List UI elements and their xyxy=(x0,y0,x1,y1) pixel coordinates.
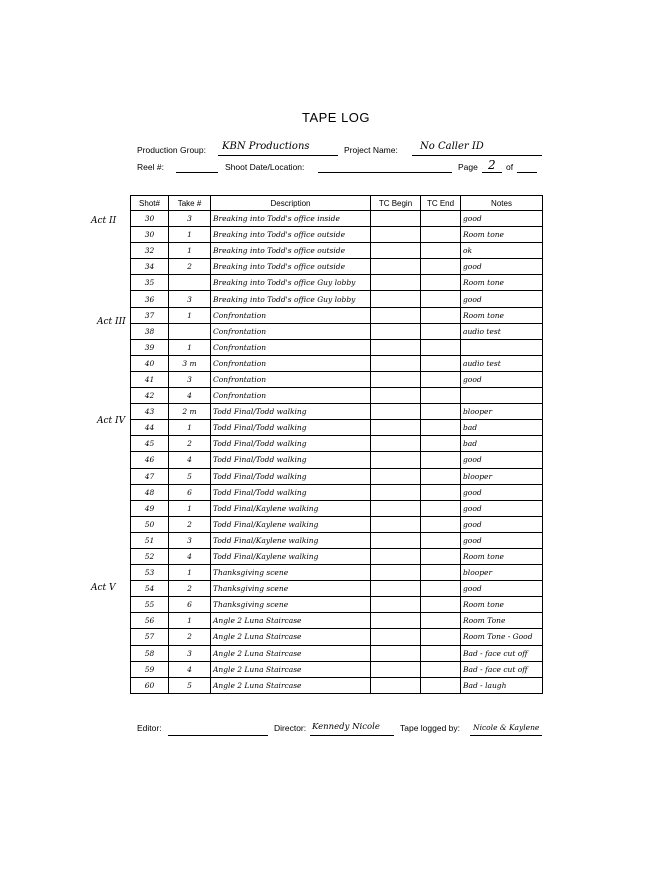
reel-label: Reel #: xyxy=(137,162,164,172)
notes-cell: Bad - laugh xyxy=(461,677,543,693)
notes-cell: blooper xyxy=(461,565,543,581)
shot-cell: 54 xyxy=(131,581,169,597)
tc-begin-cell xyxy=(371,227,421,243)
notes-cell: Room tone xyxy=(461,275,543,291)
notes-cell: Room tone xyxy=(461,597,543,613)
table-row xyxy=(131,500,543,516)
shot-cell: 41 xyxy=(131,371,169,387)
tc-begin-cell xyxy=(371,436,421,452)
take-cell: 6 xyxy=(169,597,211,613)
shot-cell: 32 xyxy=(131,243,169,259)
description-cell: Angle 2 Luna Staircase xyxy=(211,629,371,645)
description-cell: Confrontation xyxy=(211,371,371,387)
notes-cell: ok xyxy=(461,243,543,259)
tc-end-cell xyxy=(421,339,461,355)
shot-cell: 52 xyxy=(131,548,169,564)
shot-cell: 56 xyxy=(131,613,169,629)
table-row xyxy=(131,243,543,259)
act-marker: Act III xyxy=(97,317,126,327)
tc-begin-cell xyxy=(371,500,421,516)
description-cell: Thanksgiving scene xyxy=(211,581,371,597)
description-cell: Angle 2 Luna Staircase xyxy=(211,613,371,629)
page-title: TAPE LOG xyxy=(301,110,371,125)
take-cell: 3 m xyxy=(169,355,211,371)
take-cell: 2 xyxy=(169,259,211,275)
tc-begin-cell xyxy=(371,629,421,645)
shoot-line xyxy=(318,172,452,173)
description-cell: Breaking into Todd's office Guy lobby xyxy=(211,291,371,307)
take-cell: 3 xyxy=(169,291,211,307)
table-row xyxy=(131,259,543,275)
table-body xyxy=(131,211,543,694)
description-cell: Breaking into Todd's office outside xyxy=(211,227,371,243)
take-cell: 5 xyxy=(169,677,211,693)
director-line xyxy=(310,735,394,736)
table-row xyxy=(131,677,543,693)
tc-begin-cell xyxy=(371,468,421,484)
table-row xyxy=(131,404,543,420)
description-cell: Confrontation xyxy=(211,307,371,323)
take-cell: 1 xyxy=(169,243,211,259)
page-number-line xyxy=(482,172,502,173)
description-cell: Angle 2 Luna Staircase xyxy=(211,661,371,677)
tc-begin-cell xyxy=(371,243,421,259)
column-header-notes: Notes xyxy=(461,196,543,211)
column-header-take: Take # xyxy=(169,196,211,211)
tc-begin-cell xyxy=(371,355,421,371)
tc-begin-cell xyxy=(371,452,421,468)
take-cell: 1 xyxy=(169,613,211,629)
notes-cell: good xyxy=(461,532,543,548)
take-cell: 2 m xyxy=(169,404,211,420)
take-cell: 1 xyxy=(169,420,211,436)
shot-cell: 60 xyxy=(131,677,169,693)
table-row xyxy=(131,613,543,629)
shot-cell: 49 xyxy=(131,500,169,516)
table-row xyxy=(131,275,543,291)
logged-by-line xyxy=(470,735,542,736)
table-row xyxy=(131,291,543,307)
tc-begin-cell xyxy=(371,211,421,227)
description-cell: Todd Final/Kaylene walking xyxy=(211,548,371,564)
description-cell: Thanksgiving scene xyxy=(211,565,371,581)
shot-cell: 59 xyxy=(131,661,169,677)
production-group-label: Production Group: xyxy=(137,145,206,155)
take-cell: 2 xyxy=(169,581,211,597)
description-cell: Breaking into Todd's office outside xyxy=(211,259,371,275)
page-total-line xyxy=(517,172,537,173)
table-row xyxy=(131,645,543,661)
take-cell: 3 xyxy=(169,645,211,661)
description-cell: Confrontation xyxy=(211,323,371,339)
take-cell: 2 xyxy=(169,629,211,645)
take-cell: 1 xyxy=(169,307,211,323)
column-header-tc-begin: TC Begin xyxy=(371,196,421,211)
notes-cell: Room Tone xyxy=(461,613,543,629)
tc-end-cell xyxy=(421,484,461,500)
description-cell: Todd Final/Todd walking xyxy=(211,420,371,436)
description-cell: Breaking into Todd's office Guy lobby xyxy=(211,275,371,291)
tc-begin-cell xyxy=(371,307,421,323)
table-row xyxy=(131,661,543,677)
description-cell: Todd Final/Kaylene walking xyxy=(211,516,371,532)
shot-cell: 43 xyxy=(131,404,169,420)
shot-cell: 53 xyxy=(131,565,169,581)
tc-end-cell xyxy=(421,323,461,339)
notes-cell: good xyxy=(461,371,543,387)
description-cell: Todd Final/Todd walking xyxy=(211,452,371,468)
tc-begin-cell xyxy=(371,404,421,420)
tc-begin-cell xyxy=(371,581,421,597)
notes-cell: Bad - face cut off xyxy=(461,661,543,677)
tc-begin-cell xyxy=(371,677,421,693)
tc-end-cell xyxy=(421,211,461,227)
editor-label: Editor: xyxy=(137,723,162,733)
tc-begin-cell xyxy=(371,516,421,532)
take-cell xyxy=(169,275,211,291)
tc-begin-cell xyxy=(371,259,421,275)
tc-begin-cell xyxy=(371,613,421,629)
shot-cell: 48 xyxy=(131,484,169,500)
tc-end-cell xyxy=(421,597,461,613)
column-header-description: Description xyxy=(211,196,371,211)
logged-by-label: Tape logged by: xyxy=(400,723,461,733)
table-row xyxy=(131,371,543,387)
notes-cell: blooper xyxy=(461,468,543,484)
shot-cell: 58 xyxy=(131,645,169,661)
tc-begin-cell xyxy=(371,291,421,307)
notes-cell: good xyxy=(461,211,543,227)
tc-end-cell xyxy=(421,227,461,243)
notes-cell: audio test xyxy=(461,355,543,371)
description-cell: Breaking into Todd's office inside xyxy=(211,211,371,227)
tc-end-cell xyxy=(421,565,461,581)
project-name-value: No Caller ID xyxy=(420,141,484,152)
notes-cell: audio test xyxy=(461,323,543,339)
shot-cell: 40 xyxy=(131,355,169,371)
description-cell: Confrontation xyxy=(211,388,371,404)
shot-cell: 44 xyxy=(131,420,169,436)
shot-cell: 42 xyxy=(131,388,169,404)
table-row xyxy=(131,581,543,597)
director-label: Director: xyxy=(274,723,307,733)
tc-end-cell xyxy=(421,645,461,661)
take-cell: 1 xyxy=(169,565,211,581)
project-name-label: Project Name: xyxy=(344,145,398,155)
notes-cell xyxy=(461,388,543,404)
shot-cell: 55 xyxy=(131,597,169,613)
tc-begin-cell xyxy=(371,565,421,581)
take-cell: 2 xyxy=(169,436,211,452)
shot-cell: 39 xyxy=(131,339,169,355)
tc-end-cell xyxy=(421,371,461,387)
take-cell: 3 xyxy=(169,211,211,227)
description-cell: Angle 2 Luna Staircase xyxy=(211,645,371,661)
table-row xyxy=(131,227,543,243)
tc-end-cell xyxy=(421,629,461,645)
notes-cell: good xyxy=(461,581,543,597)
tc-begin-cell xyxy=(371,532,421,548)
table-row xyxy=(131,532,543,548)
table-row xyxy=(131,516,543,532)
shot-cell: 57 xyxy=(131,629,169,645)
table-row xyxy=(131,307,543,323)
tc-begin-cell xyxy=(371,275,421,291)
tc-begin-cell xyxy=(371,661,421,677)
tc-end-cell xyxy=(421,452,461,468)
page-number-value: 2 xyxy=(488,158,496,172)
tc-begin-cell xyxy=(371,548,421,564)
notes-cell: Bad - face cut off xyxy=(461,645,543,661)
tc-end-cell xyxy=(421,581,461,597)
column-header-shot: Shot# xyxy=(131,196,169,211)
production-group-line xyxy=(218,155,338,156)
column-header-tc-end: TC End xyxy=(421,196,461,211)
table-row xyxy=(131,548,543,564)
tc-end-cell xyxy=(421,420,461,436)
description-cell: Todd Final/Todd walking xyxy=(211,468,371,484)
notes-cell: good xyxy=(461,500,543,516)
tc-begin-cell xyxy=(371,597,421,613)
act-marker: Act II xyxy=(91,216,117,226)
tc-end-cell xyxy=(421,436,461,452)
tc-end-cell xyxy=(421,468,461,484)
take-cell: 4 xyxy=(169,548,211,564)
shot-cell: 30 xyxy=(131,227,169,243)
tc-begin-cell xyxy=(371,339,421,355)
description-cell: Todd Final/Kaylene walking xyxy=(211,532,371,548)
tc-end-cell xyxy=(421,243,461,259)
take-cell: 4 xyxy=(169,388,211,404)
tc-end-cell xyxy=(421,404,461,420)
notes-cell: bad xyxy=(461,436,543,452)
act-marker: Act IV xyxy=(97,416,126,426)
notes-cell: good xyxy=(461,452,543,468)
take-cell: 1 xyxy=(169,500,211,516)
tc-end-cell xyxy=(421,259,461,275)
notes-cell: blooper xyxy=(461,404,543,420)
notes-cell xyxy=(461,339,543,355)
shot-cell: 37 xyxy=(131,307,169,323)
notes-cell: Room tone xyxy=(461,227,543,243)
tc-begin-cell xyxy=(371,645,421,661)
notes-cell: Room Tone - Good xyxy=(461,629,543,645)
take-cell: 6 xyxy=(169,484,211,500)
shot-cell: 38 xyxy=(131,323,169,339)
shot-cell: 36 xyxy=(131,291,169,307)
tc-begin-cell xyxy=(371,323,421,339)
notes-cell: good xyxy=(461,516,543,532)
act-marker: Act V xyxy=(91,583,116,593)
reel-line xyxy=(176,172,218,173)
table-row xyxy=(131,565,543,581)
description-cell: Angle 2 Luna Staircase xyxy=(211,677,371,693)
description-cell: Todd Final/Todd walking xyxy=(211,484,371,500)
notes-cell: Room tone xyxy=(461,548,543,564)
notes-cell: Room tone xyxy=(461,307,543,323)
shot-cell: 46 xyxy=(131,452,169,468)
table-row xyxy=(131,339,543,355)
tc-begin-cell xyxy=(371,388,421,404)
tc-end-cell xyxy=(421,548,461,564)
table-row xyxy=(131,468,543,484)
notes-cell: good xyxy=(461,259,543,275)
table-row xyxy=(131,452,543,468)
editor-line xyxy=(168,735,268,736)
logged-by-value: Nicole & Kaylene xyxy=(473,723,540,732)
tc-end-cell xyxy=(421,613,461,629)
tc-end-cell xyxy=(421,532,461,548)
take-cell: 5 xyxy=(169,468,211,484)
shot-cell: 51 xyxy=(131,532,169,548)
tc-begin-cell xyxy=(371,484,421,500)
description-cell: Thanksgiving scene xyxy=(211,597,371,613)
take-cell: 4 xyxy=(169,452,211,468)
tc-end-cell xyxy=(421,275,461,291)
take-cell: 4 xyxy=(169,661,211,677)
take-cell: 3 xyxy=(169,532,211,548)
shot-cell: 35 xyxy=(131,275,169,291)
notes-cell: good xyxy=(461,291,543,307)
shot-cell: 47 xyxy=(131,468,169,484)
description-cell: Breaking into Todd's office outside xyxy=(211,243,371,259)
table-row xyxy=(131,211,543,227)
shot-cell: 34 xyxy=(131,259,169,275)
table-row xyxy=(131,597,543,613)
take-cell: 2 xyxy=(169,516,211,532)
production-group-value: KBN Productions xyxy=(222,141,310,152)
tc-end-cell xyxy=(421,661,461,677)
table-row xyxy=(131,436,543,452)
shot-cell: 30 xyxy=(131,211,169,227)
notes-cell: good xyxy=(461,484,543,500)
tc-end-cell xyxy=(421,307,461,323)
tc-end-cell xyxy=(421,291,461,307)
tape-log-table xyxy=(130,195,543,694)
table-row xyxy=(131,484,543,500)
tc-end-cell xyxy=(421,355,461,371)
table-row xyxy=(131,355,543,371)
tc-end-cell xyxy=(421,388,461,404)
take-cell: 1 xyxy=(169,227,211,243)
take-cell: 1 xyxy=(169,339,211,355)
description-cell: Todd Final/Todd walking xyxy=(211,404,371,420)
of-label: of xyxy=(506,162,514,172)
page-label: Page xyxy=(458,162,478,172)
shot-cell: 50 xyxy=(131,516,169,532)
shot-cell: 45 xyxy=(131,436,169,452)
description-cell: Confrontation xyxy=(211,355,371,371)
tc-end-cell xyxy=(421,677,461,693)
shoot-label: Shoot Date/Location: xyxy=(225,162,305,172)
take-cell xyxy=(169,323,211,339)
director-value: Kennedy Nicole xyxy=(312,722,380,732)
table-header-row xyxy=(131,196,543,211)
tc-begin-cell xyxy=(371,371,421,387)
tc-begin-cell xyxy=(371,420,421,436)
table-row xyxy=(131,388,543,404)
take-cell: 3 xyxy=(169,371,211,387)
description-cell: Confrontation xyxy=(211,339,371,355)
description-cell: Todd Final/Kaylene walking xyxy=(211,500,371,516)
table-row xyxy=(131,629,543,645)
project-name-line xyxy=(412,155,542,156)
table-row xyxy=(131,323,543,339)
tc-end-cell xyxy=(421,516,461,532)
description-cell: Todd Final/Todd walking xyxy=(211,436,371,452)
table-row xyxy=(131,420,543,436)
notes-cell: bad xyxy=(461,420,543,436)
tc-end-cell xyxy=(421,500,461,516)
